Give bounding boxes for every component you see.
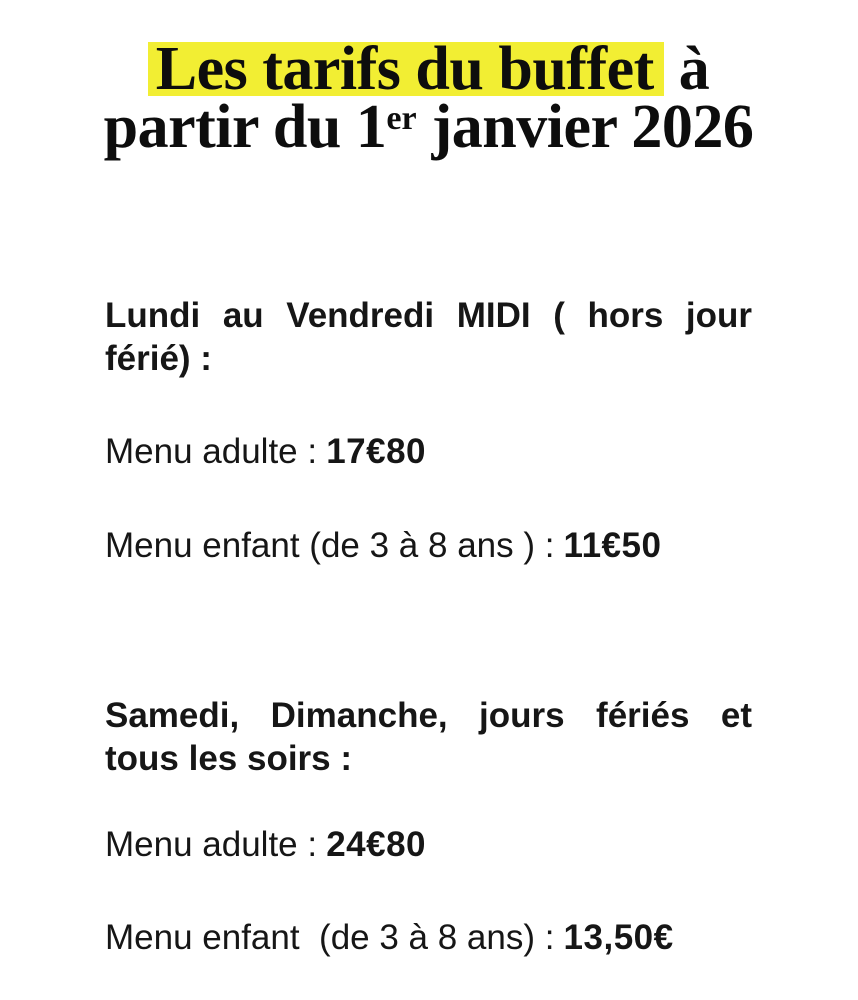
price-label-adult-weekday: Menu adulte : <box>105 432 318 471</box>
section-weekday-heading-line-1: Lundi au Vendredi MIDI ( hors jour <box>105 296 752 335</box>
price-value-child-weekend: 13,50€ <box>563 918 674 957</box>
price-row-adult-weekday <box>105 432 752 472</box>
title-line-2-prefix: partir du 1 <box>103 93 387 161</box>
title-line-2 <box>104 93 754 161</box>
title-ordinal-superscript: er <box>386 100 417 138</box>
section-weekend-heading <box>105 694 752 780</box>
title-line-2-suffix: janvier 2026 <box>416 93 754 161</box>
section-weekend-heading-line-1: Samedi, Dimanche, jours fériés et <box>105 696 752 735</box>
section-weekday-heading <box>105 294 752 380</box>
price-label-child-weekday: Menu enfant (de 3 à 8 ans ) : <box>105 526 555 565</box>
price-row-adult-weekend <box>105 825 752 865</box>
price-value-adult-weekday: 17€80 <box>326 432 427 471</box>
price-row-child-weekend <box>105 918 752 958</box>
section-weekday-lunch <box>105 294 752 566</box>
price-label-child-weekend: Menu enfant (de 3 à 8 ans) : <box>105 918 555 957</box>
price-value-adult-weekend: 24€80 <box>326 825 427 864</box>
section-weekday-heading-line-2: férié) : <box>105 339 212 378</box>
section-weekend-evenings <box>105 694 752 958</box>
price-row-child-weekday <box>105 526 752 566</box>
section-weekend-heading-line-2: tous les soirs : <box>105 739 353 778</box>
title-highlighted-text: Les tarifs du buffet <box>148 42 664 96</box>
page-title <box>65 35 792 166</box>
price-label-adult-weekend: Menu adulte : <box>105 825 318 864</box>
title-line-1-suffix: à <box>663 35 710 103</box>
price-value-child-weekday: 11€50 <box>563 526 662 565</box>
